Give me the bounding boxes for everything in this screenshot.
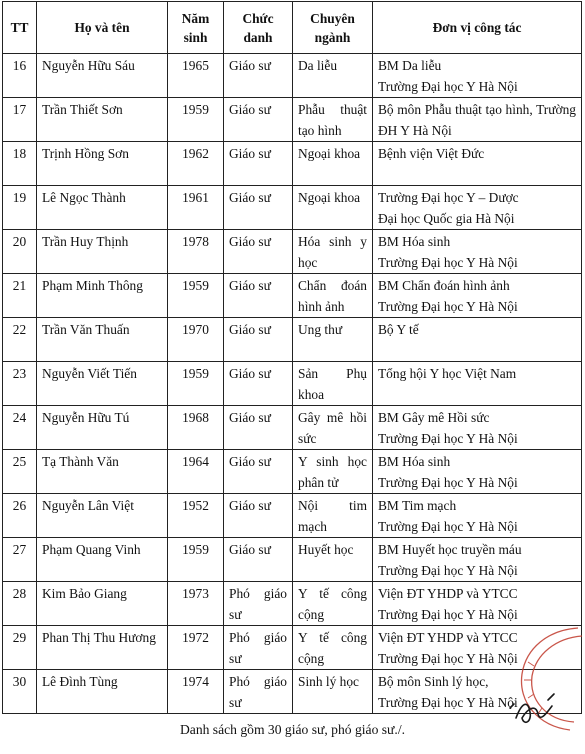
cell-unit: Viện ĐT YHDP và YTCC Trường Đại học Y Hà Nội <box>373 582 582 626</box>
cell-specialty: Da liễu <box>293 54 373 98</box>
cell-unit: Viện ĐT YHDP và YTCC Trường Đại học Y Hà Nội <box>373 626 582 670</box>
signature-mark <box>510 694 554 722</box>
cell-specialty: Huyết học <box>293 538 373 582</box>
cell-specialty: Phẫu thuật tạo hình <box>293 98 373 142</box>
cell-year: 1959 <box>168 98 224 142</box>
cell-tt: 22 <box>3 318 37 362</box>
table-row <box>3 538 582 582</box>
cell-title: Giáo sư <box>224 494 293 538</box>
cell-specialty: Sản Phụ khoa <box>293 362 373 406</box>
cell-tt: 20 <box>3 230 37 274</box>
cell-year: 1973 <box>168 582 224 626</box>
table-row <box>3 450 582 494</box>
cell-title: Giáo sư <box>224 318 293 362</box>
cell-year: 1974 <box>168 670 224 714</box>
cell-unit: BM Da liễu Trường Đại học Y Hà Nội <box>373 54 582 98</box>
cell-unit: BM Tim mạch Trường Đại học Y Hà Nội <box>373 494 582 538</box>
cell-year: 1959 <box>168 274 224 318</box>
header-specialty <box>293 2 373 54</box>
cell-specialty: Y sinh học phân tử <box>293 450 373 494</box>
cell-tt: 23 <box>3 362 37 406</box>
cell-year: 1968 <box>168 406 224 450</box>
table-header-row <box>3 2 582 54</box>
cell-year: 1952 <box>168 494 224 538</box>
cell-specialty: Ung thư <box>293 318 373 362</box>
cell-name: Trần Huy Thịnh <box>37 230 168 274</box>
cell-specialty: Ngoại khoa <box>293 186 373 230</box>
cell-name: Phạm Quang Vinh <box>37 538 168 582</box>
header-title-text: Chức danh <box>242 10 274 45</box>
cell-specialty: Nội tim mạch <box>293 494 373 538</box>
cell-name: Nguyễn Hữu Tú <box>37 406 168 450</box>
header-name-text: Họ và tên <box>74 20 130 35</box>
header-title <box>224 2 293 54</box>
table-row <box>3 54 582 98</box>
cell-unit: BM Hóa sinh Trường Đại học Y Hà Nội <box>373 230 582 274</box>
cell-title: Giáo sư <box>224 230 293 274</box>
cell-unit: Bộ môn Phẫu thuật tạo hình, Trường ĐH Y Hà Nội <box>373 98 582 142</box>
table-row <box>3 230 582 274</box>
cell-year: 1970 <box>168 318 224 362</box>
cell-name: Lê Ngọc Thành <box>37 186 168 230</box>
cell-tt: 25 <box>3 450 37 494</box>
header-year-text: Năm sinh <box>181 10 210 45</box>
cell-specialty: Ngoại khoa <box>293 142 373 186</box>
header-unit-text: Đơn vị công tác <box>432 20 522 35</box>
header-tt <box>3 2 37 54</box>
cell-name: Nguyễn Hữu Sáu <box>37 54 168 98</box>
cell-tt: 27 <box>3 538 37 582</box>
cell-tt: 26 <box>3 494 37 538</box>
cell-name: Nguyễn Lân Việt <box>37 494 168 538</box>
cell-unit: BM Huyết học truyền máu Trường Đại học Y Hà Nội <box>373 538 582 582</box>
table-body <box>3 54 582 714</box>
cell-tt: 24 <box>3 406 37 450</box>
cell-title: Giáo sư <box>224 54 293 98</box>
cell-specialty: Y tế công cộng <box>293 626 373 670</box>
cell-unit: Tổng hội Y học Việt Nam <box>373 362 582 406</box>
cell-year: 1972 <box>168 626 224 670</box>
cell-specialty: Y tế công cộng <box>293 582 373 626</box>
cell-title: Giáo sư <box>224 186 293 230</box>
cell-specialty: Sinh lý học <box>293 670 373 714</box>
table-row <box>3 98 582 142</box>
cell-name: Trần Thiết Sơn <box>37 98 168 142</box>
cell-title: Giáo sư <box>224 274 293 318</box>
cell-unit: Bệnh viện Việt Đức <box>373 142 582 186</box>
cell-unit: Bộ môn Sinh lý học, Trường Đại học Y Hà Nội <box>373 670 582 714</box>
professor-roster-table <box>2 1 582 714</box>
cell-specialty: Hóa sinh y học <box>293 230 373 274</box>
cell-year: 1964 <box>168 450 224 494</box>
cell-title: Giáo sư <box>224 98 293 142</box>
cell-unit: BM Chẩn đoán hình ảnh Trường Đại học Y Hà Nội <box>373 274 582 318</box>
cell-tt: 21 <box>3 274 37 318</box>
cell-year: 1959 <box>168 538 224 582</box>
cell-title: Giáo sư <box>224 406 293 450</box>
table-row <box>3 318 582 362</box>
cell-tt: 18 <box>3 142 37 186</box>
table-row <box>3 186 582 230</box>
cell-year: 1965 <box>168 54 224 98</box>
header-tt-text: TT <box>10 20 29 35</box>
cell-name: Trần Văn Thuấn <box>37 318 168 362</box>
cell-title: Giáo sư <box>224 362 293 406</box>
cell-tt: 17 <box>3 98 37 142</box>
cell-unit: Trường Đại học Y – Dược Đại học Quốc gia Hà Nội <box>373 186 582 230</box>
cell-unit: BM Hóa sinh Trường Đại học Y Hà Nội <box>373 450 582 494</box>
cell-unit: Bộ Y tế <box>373 318 582 362</box>
cell-tt: 29 <box>3 626 37 670</box>
table-row <box>3 406 582 450</box>
cell-title: Giáo sư <box>224 450 293 494</box>
header-unit <box>373 2 582 54</box>
header-specialty-text: Chuyên ngành <box>310 10 355 45</box>
cell-unit: BM Gây mê Hồi sức Trường Đại học Y Hà Nội <box>373 406 582 450</box>
cell-title: Phó giáo sư <box>224 626 293 670</box>
cell-tt: 30 <box>3 670 37 714</box>
table-row <box>3 274 582 318</box>
table-row <box>3 626 582 670</box>
cell-name: Tạ Thành Văn <box>37 450 168 494</box>
cell-title: Phó giáo sư <box>224 670 293 714</box>
table-row <box>3 582 582 626</box>
cell-title: Giáo sư <box>224 538 293 582</box>
cell-tt: 19 <box>3 186 37 230</box>
table-row <box>3 142 582 186</box>
cell-year: 1961 <box>168 186 224 230</box>
cell-title: Giáo sư <box>224 142 293 186</box>
cell-tt: 16 <box>3 54 37 98</box>
header-year <box>168 2 224 54</box>
cell-name: Lê Đình Tùng <box>37 670 168 714</box>
table-row <box>3 362 582 406</box>
cell-title: Phó giáo sư <box>224 582 293 626</box>
cell-specialty: Chẩn đoán hình ảnh <box>293 274 373 318</box>
cell-tt: 28 <box>3 582 37 626</box>
cell-year: 1959 <box>168 362 224 406</box>
cell-specialty: Gây mê hồi sức <box>293 406 373 450</box>
header-name <box>37 2 168 54</box>
footer-note: Danh sách gồm 30 giáo sư, phó giáo sư./. <box>179 722 406 737</box>
seal-stamp <box>508 622 585 734</box>
cell-name: Kim Bảo Giang <box>37 582 168 626</box>
table-row <box>3 494 582 538</box>
cell-year: 1962 <box>168 142 224 186</box>
cell-year: 1978 <box>168 230 224 274</box>
cell-name: Phan Thị Thu Hương <box>37 626 168 670</box>
table-row <box>3 670 582 714</box>
cell-name: Trịnh Hồng Sơn <box>37 142 168 186</box>
cell-name: Phạm Minh Thông <box>37 274 168 318</box>
cell-name: Nguyễn Viết Tiến <box>37 362 168 406</box>
